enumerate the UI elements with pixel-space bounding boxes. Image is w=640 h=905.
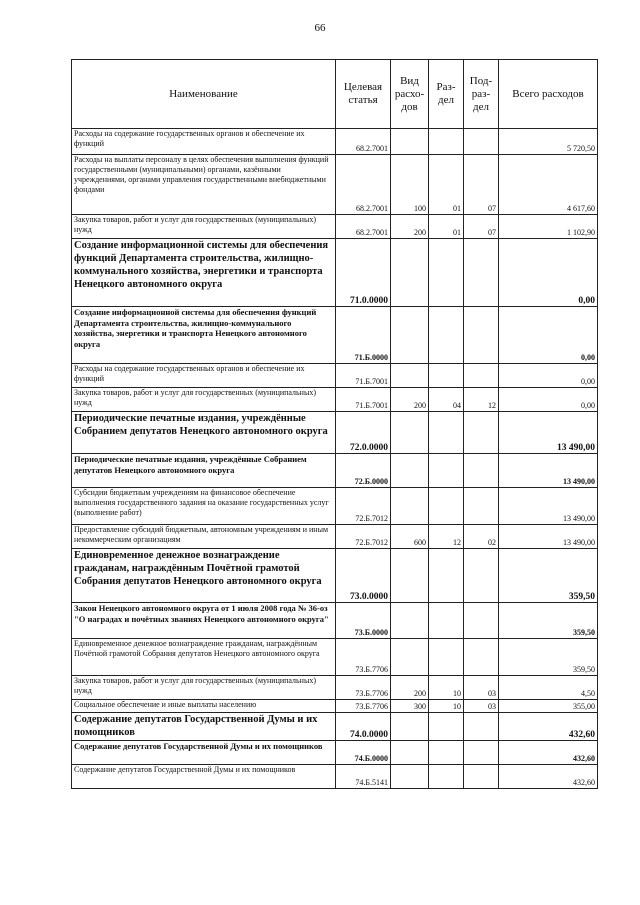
row-type	[391, 129, 429, 155]
row-name: Предоставление субсидий бюджетным, автономным учреждениям и иным некоммерческим организациям	[72, 525, 336, 549]
table-row	[72, 412, 598, 454]
row-subsection: 03	[464, 700, 499, 713]
row-total: 359,50	[499, 639, 598, 676]
row-section	[429, 307, 464, 364]
row-name: Закупка товаров, работ и услуг для государственных (муниципальных) нужд	[72, 215, 336, 239]
row-total: 359,50	[499, 603, 598, 639]
table-row	[72, 454, 598, 488]
table-row	[72, 215, 598, 239]
row-type	[391, 639, 429, 676]
row-total: 359,50	[499, 549, 598, 603]
header-name: Наименование	[72, 60, 336, 129]
row-subsection	[464, 364, 499, 388]
row-type: 600	[391, 525, 429, 549]
row-section: 01	[429, 215, 464, 239]
row-total: 4,50	[499, 676, 598, 700]
row-section	[429, 412, 464, 454]
row-name: Закон Ненецкого автономного округа от 1 июля 2008 года № 36-оз "О наградах и почётных званиях Ненецкого автономного округа"	[72, 603, 336, 639]
row-name: Социальное обеспечение и иные выплаты населению	[72, 700, 336, 713]
row-type	[391, 364, 429, 388]
row-section: 01	[429, 155, 464, 215]
row-total: 0,00	[499, 388, 598, 412]
table-row	[72, 388, 598, 412]
row-type: 100	[391, 155, 429, 215]
row-name: Субсидии бюджетным учреждениям на финансовое обеспечение выполнения государственного задания на оказание государственных услуг (выполнение работ)	[72, 488, 336, 525]
table-row	[72, 713, 598, 741]
row-section: 04	[429, 388, 464, 412]
row-type: 200	[391, 388, 429, 412]
row-total: 13 490,00	[499, 454, 598, 488]
row-subsection	[464, 307, 499, 364]
row-total: 0,00	[499, 307, 598, 364]
header-target: Целевая статья	[336, 60, 391, 129]
row-total: 13 490,00	[499, 412, 598, 454]
row-subsection	[464, 603, 499, 639]
row-name: Периодические печатные издания, учреждённые Собранием депутатов Ненецкого автономного округа	[72, 454, 336, 488]
row-target: 68.2.7001	[336, 155, 391, 215]
row-total: 5 720,50	[499, 129, 598, 155]
row-type	[391, 454, 429, 488]
row-subsection: 12	[464, 388, 499, 412]
row-target: 72.0.0000	[336, 412, 391, 454]
row-total: 1 102,90	[499, 215, 598, 239]
row-name: Расходы на содержание государственных органов и обеспечение их функций	[72, 364, 336, 388]
row-subsection	[464, 488, 499, 525]
row-total: 13 490,00	[499, 525, 598, 549]
table-row	[72, 364, 598, 388]
row-name: Содержание депутатов Государственной Думы и их помощников	[72, 765, 336, 789]
row-section	[429, 603, 464, 639]
row-name: Создание информационной системы для обеспечения функций Департамента строительства, жилищно-коммунального хозяйства, энергетики и транспорта Ненецкого автономного округа	[72, 239, 336, 307]
row-target: 74.Б.5141	[336, 765, 391, 789]
row-subsection	[464, 741, 499, 765]
row-type	[391, 412, 429, 454]
table-row	[72, 525, 598, 549]
row-section	[429, 129, 464, 155]
row-name: Закупка товаров, работ и услуг для государственных (муниципальных) нужд	[72, 388, 336, 412]
row-subsection: 02	[464, 525, 499, 549]
row-target: 72.Б.7012	[336, 525, 391, 549]
table-row	[72, 700, 598, 713]
row-type	[391, 713, 429, 741]
row-name: Единовременное денежное вознаграждение гражданам, награждённым Почётной грамотой Собрания депутатов Ненецкого автономного округа	[72, 549, 336, 603]
row-subsection: 07	[464, 215, 499, 239]
table-row	[72, 488, 598, 525]
row-total: 355,00	[499, 700, 598, 713]
row-target: 72.Б.0000	[336, 454, 391, 488]
row-total: 432,60	[499, 765, 598, 789]
row-name: Периодические печатные издания, учреждённые Собранием депутатов Ненецкого автономного округа	[72, 412, 336, 454]
row-total: 0,00	[499, 239, 598, 307]
row-type	[391, 603, 429, 639]
row-total: 432,60	[499, 741, 598, 765]
row-subsection	[464, 239, 499, 307]
row-name: Содержание депутатов Государственной Думы и их помощников	[72, 713, 336, 741]
table-row	[72, 639, 598, 676]
row-target: 71.Б.7001	[336, 364, 391, 388]
row-target: 68.2.7001	[336, 129, 391, 155]
row-target: 71.Б.7001	[336, 388, 391, 412]
row-section: 10	[429, 700, 464, 713]
row-section: 10	[429, 676, 464, 700]
row-type: 200	[391, 676, 429, 700]
row-section	[429, 239, 464, 307]
table-row	[72, 741, 598, 765]
row-target: 73.Б.0000	[336, 603, 391, 639]
row-section	[429, 765, 464, 789]
row-section	[429, 454, 464, 488]
row-target: 73.Б.7706	[336, 700, 391, 713]
table-row	[72, 676, 598, 700]
row-type: 200	[391, 215, 429, 239]
row-type: 300	[391, 700, 429, 713]
row-name: Закупка товаров, работ и услуг для государственных (муниципальных) нужд	[72, 676, 336, 700]
row-section	[429, 488, 464, 525]
row-target: 68.2.7001	[336, 215, 391, 239]
row-total: 13 490,00	[499, 488, 598, 525]
row-name: Единовременное денежное вознаграждение гражданам, награждённым Почётной грамотой Собрания депутатов Ненецкого автономного округа	[72, 639, 336, 676]
row-subsection: 03	[464, 676, 499, 700]
row-section	[429, 364, 464, 388]
row-type	[391, 488, 429, 525]
row-subsection: 07	[464, 155, 499, 215]
row-name: Создание информационной системы для обеспечения функций Департамента строительства, жилищно-коммунального хозяйства, энергетики и транспорта Ненецкого автономного округа	[72, 307, 336, 364]
row-target: 74.0.0000	[336, 713, 391, 741]
row-type	[391, 765, 429, 789]
row-subsection	[464, 639, 499, 676]
row-type	[391, 307, 429, 364]
row-total: 0,00	[499, 364, 598, 388]
row-section: 12	[429, 525, 464, 549]
table-row	[72, 549, 598, 603]
row-name: Расходы на выплаты персоналу в целях обеспечения выполнения функций государственными (муниципальными) органами, казёнными учреждениями, органами управления государственными внебюджетными фондами	[72, 155, 336, 215]
row-target: 73.Б.7706	[336, 639, 391, 676]
row-target: 74.Б.0000	[336, 741, 391, 765]
row-subsection	[464, 454, 499, 488]
row-total: 4 617,60	[499, 155, 598, 215]
row-name: Содержание депутатов Государственной Думы и их помощников	[72, 741, 336, 765]
header-type: Вид расхо-дов	[391, 60, 429, 129]
table-row	[72, 603, 598, 639]
row-type	[391, 741, 429, 765]
row-target: 71.0.0000	[336, 239, 391, 307]
header-subsection: Под-раз-дел	[464, 60, 499, 129]
table-row	[72, 155, 598, 215]
row-target: 72.Б.7012	[336, 488, 391, 525]
row-target: 73.0.0000	[336, 549, 391, 603]
table-header-row	[72, 60, 598, 129]
row-subsection	[464, 549, 499, 603]
row-target: 71.Б.0000	[336, 307, 391, 364]
table-row	[72, 765, 598, 789]
row-section	[429, 713, 464, 741]
row-name: Расходы на содержание государственных органов и обеспечение их функций	[72, 129, 336, 155]
row-section	[429, 741, 464, 765]
header-section: Раз-дел	[429, 60, 464, 129]
row-subsection	[464, 765, 499, 789]
row-section	[429, 639, 464, 676]
row-subsection	[464, 713, 499, 741]
table-row	[72, 129, 598, 155]
row-type	[391, 549, 429, 603]
expenditure-table	[71, 59, 598, 789]
header-total: Всего расходов	[499, 60, 598, 129]
table-row	[72, 239, 598, 307]
row-subsection	[464, 412, 499, 454]
row-subsection	[464, 129, 499, 155]
table-row	[72, 307, 598, 364]
row-target: 73.Б.7706	[336, 676, 391, 700]
page-number: 66	[314, 22, 326, 34]
row-total: 432,60	[499, 713, 598, 741]
row-section	[429, 549, 464, 603]
row-type	[391, 239, 429, 307]
